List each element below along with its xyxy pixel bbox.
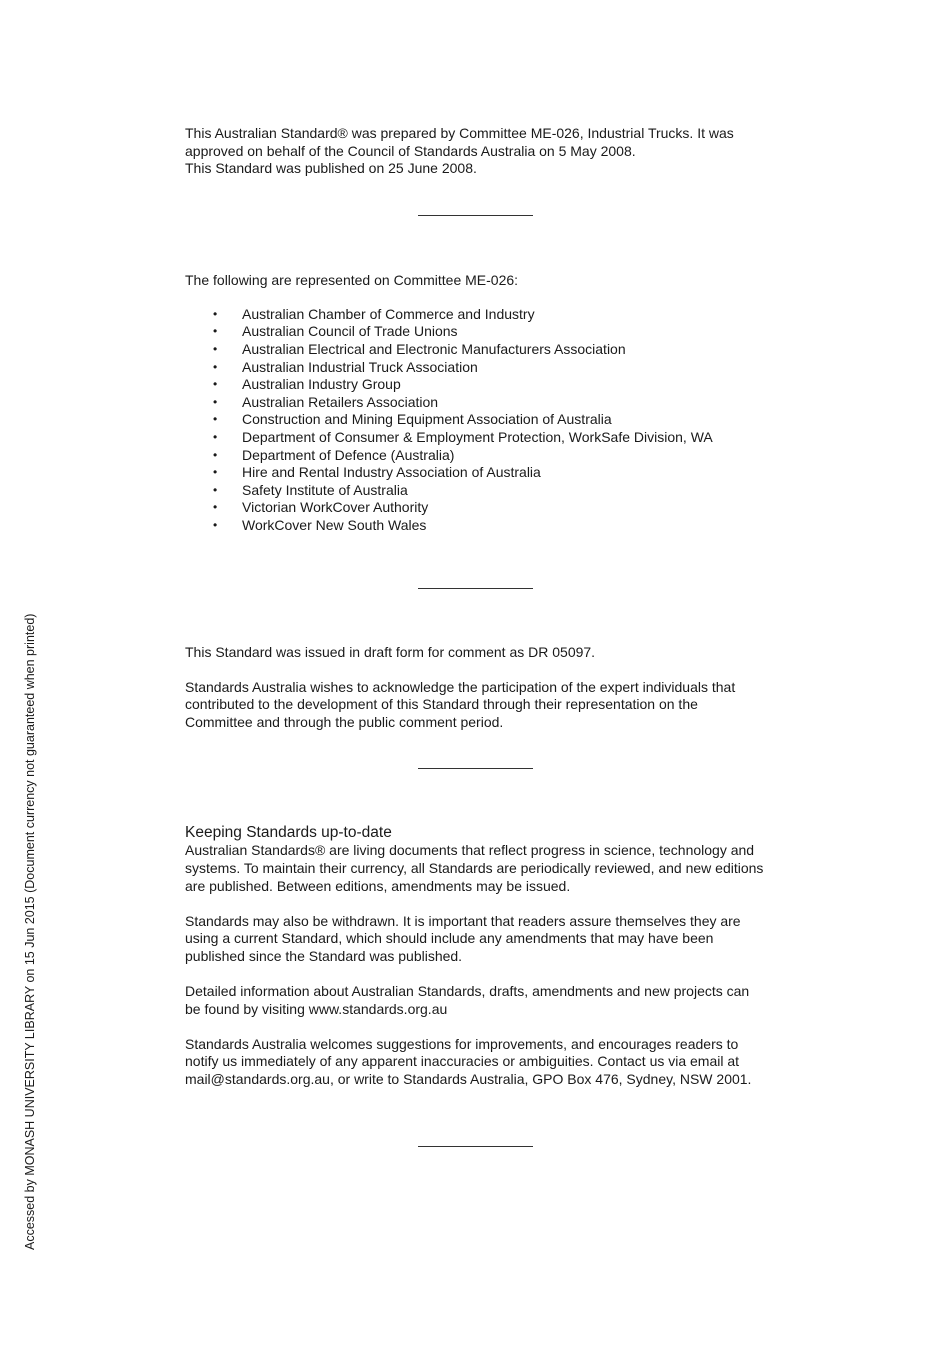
list-item: • WorkCover New South Wales bbox=[213, 517, 427, 533]
living-documents-paragraph: Australian Standards® are living documents that reflect progress in science, technology and systems. To maintain their currency, all Standards are periodically reviewed, and new editions are published. Between editions, amendments may be issued. bbox=[185, 842, 764, 894]
list-item: • Victorian WorkCover Authority bbox=[213, 499, 429, 516]
draft-statement: This Standard was issued in draft form for comment as DR 05097. bbox=[185, 643, 596, 660]
list-item: • Construction and Mining Equipment Association of Australia bbox=[213, 411, 612, 428]
preparation-statement bbox=[185, 125, 775, 178]
bullet-icon: • bbox=[213, 465, 218, 480]
list-item: • Australian Industrial Truck Association bbox=[213, 358, 478, 375]
list-item: • Department of Defence (Australia) bbox=[213, 446, 455, 463]
list-item: • Department of Consumer & Employment Protection, WorkSafe Division, WA bbox=[213, 429, 713, 446]
preparation-line: This Australian Standard® was prepared by Committee ME-026, Industrial Trucks. It was bbox=[185, 125, 734, 141]
committee-intro: The following are represented on Committee ME-026: bbox=[185, 271, 519, 288]
list-item: • Hire and Rental Industry Association of Australia bbox=[213, 464, 541, 481]
bullet-icon: • bbox=[213, 518, 218, 532]
bullet-icon: • bbox=[213, 359, 218, 374]
bullet-icon: • bbox=[213, 306, 218, 321]
list-item: • Australian Electrical and Electronic Manufacturers Association bbox=[213, 341, 626, 358]
committee-member-list bbox=[185, 306, 775, 535]
suggestions-paragraph: Standards Australia welcomes suggestions for improvements, and encourages readers to notify us immediately of any apparent inaccuracies or ambiguities. Contact us via email at mail@standards.org.au, or write to Standards Australia, GPO Box 476, Sydney, NSW 2001. bbox=[185, 1035, 752, 1087]
list-item: • Australian Retailers Association bbox=[213, 393, 439, 410]
document-page bbox=[185, 125, 775, 1147]
list-item: • Australian Industry Group bbox=[213, 376, 401, 393]
bullet-icon: • bbox=[213, 324, 218, 339]
information-paragraph: Detailed information about Australian Standards, drafts, amendments and new projects can be found by visiting www.standards.org.au bbox=[185, 983, 750, 1017]
section-heading: Keeping Standards up-to-date bbox=[185, 824, 392, 842]
bullet-icon: • bbox=[213, 342, 218, 357]
bullet-icon: • bbox=[213, 377, 218, 392]
bullet-icon: • bbox=[213, 500, 218, 515]
preparation-line: approved on behalf of the Council of Standards Australia on 5 May 2008. bbox=[185, 142, 636, 159]
acknowledgement-paragraph: Standards Australia wishes to acknowledge the participation of the expert individuals that contributed to the development of this Standard through their representation on the Committee and through the public comment period. bbox=[185, 678, 736, 730]
bullet-icon: • bbox=[213, 394, 218, 409]
bullet-icon: • bbox=[213, 412, 218, 427]
access-watermark: Accessed by MONASH UNIVERSITY LIBRARY on 15 Jun 2015 (Document currency not guaranteed when printed) bbox=[23, 613, 37, 1250]
bullet-icon: • bbox=[213, 430, 218, 445]
list-item: • Australian Chamber of Commerce and Industry bbox=[213, 305, 535, 322]
bullet-icon: • bbox=[213, 482, 218, 497]
section-divider bbox=[418, 1146, 533, 1147]
list-item: • Safety Institute of Australia bbox=[213, 481, 408, 498]
list-item: • Australian Council of Trade Unions bbox=[213, 323, 458, 340]
publication-line: This Standard was published on 25 June 2008. bbox=[185, 160, 477, 177]
withdrawn-paragraph: Standards may also be withdrawn. It is important that readers assure themselves they are using a current Standard, which should include any amendments that may have been published since the Standard was published. bbox=[185, 912, 741, 964]
bullet-icon: • bbox=[213, 447, 218, 462]
